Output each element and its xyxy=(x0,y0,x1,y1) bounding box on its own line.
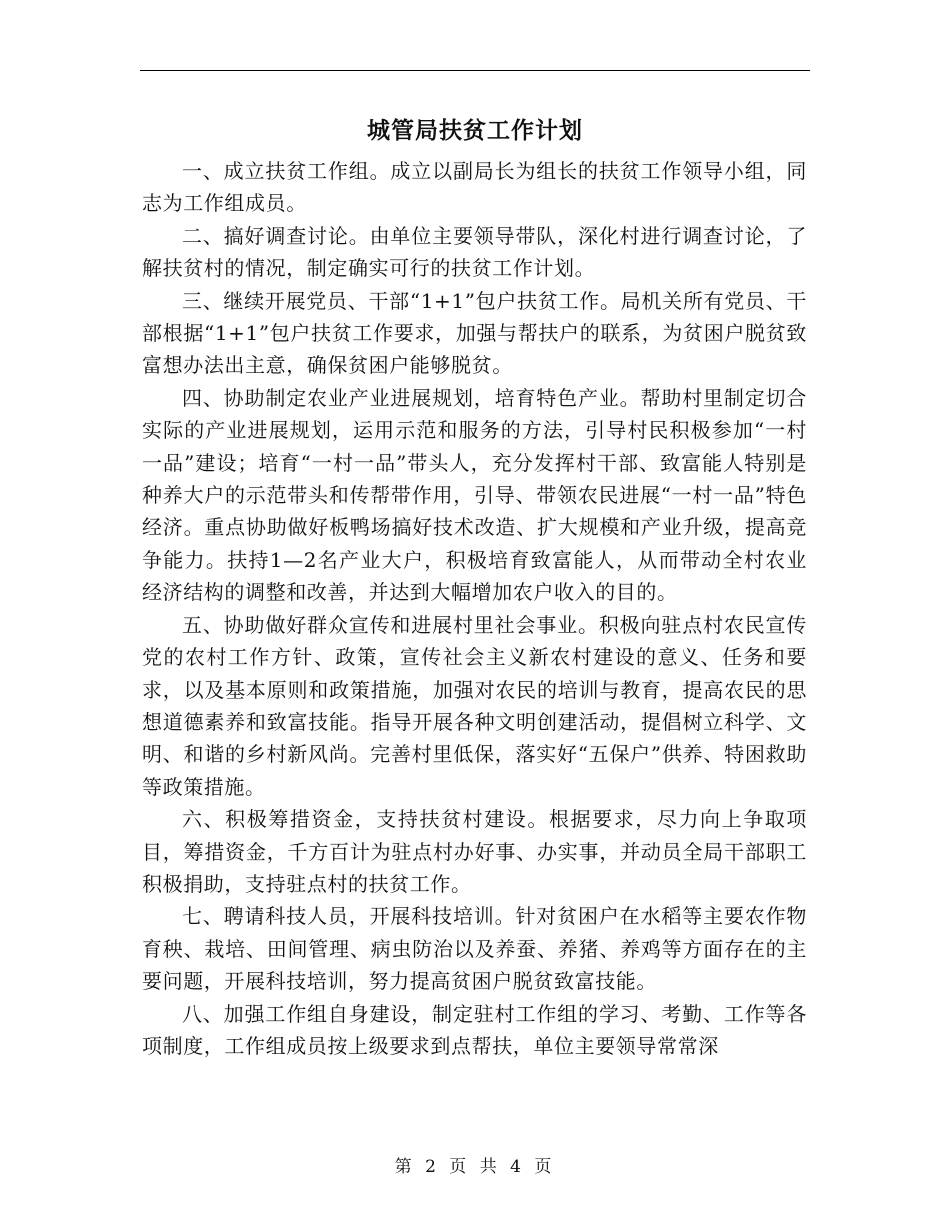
paragraph-8: 八、加强工作组自身建设，制定驻村工作组的学习、考勤、工作等各项制度，工作组成员按上级要求到点帮扶，单位主要领导常常深 xyxy=(142,1001,807,1058)
document-title: 城管局扶贫工作计划 xyxy=(367,117,583,144)
paragraph-1: 一、成立扶贫工作组。成立以副局长为组长的扶贫工作领导小组，同志为工作组成员。 xyxy=(142,159,807,216)
page-number: 第 2 页 共 4 页 xyxy=(394,1157,556,1177)
header-rule xyxy=(140,70,810,71)
paragraph-3: 三、继续开展党员、干部“1+1”包户扶贫工作。局机关所有党员、干部根据“1+1”包户扶贫工作要求，加强与帮扶户的联系，为贫困户脱贫致富想办法出主意，确保贫困户能够脱贫。 xyxy=(142,288,807,378)
paragraph-2: 二、搞好调查讨论。由单位主要领导带队，深化村进行调查讨论，了解扶贫村的情况，制定确实可行的扶贫工作计划。 xyxy=(142,223,807,281)
paragraph-6: 六、积极筹措资金，支持扶贫村建设。根据要求，尽力向上争取项目，筹措资金，千方百计为驻点村办好事、办实事，并动员全局干部职工积极捐助，支持驻点村的扶贫工作。 xyxy=(142,807,807,896)
paragraph-7: 七、聘请科技人员，开展科技培训。针对贫困户在水稻等主要农作物育秧、栽培、田间管理、病虫防治以及养蚕、养猪、养鸡等方面存在的主要问题，开展科技培训，努力提高贫困户脱贫致富技能。 xyxy=(142,904,807,994)
paragraph-4: 四、协助制定农业产业进展规划，培育特色产业。帮助村里制定切合实际的产业进展规划，运用示范和服务的方法，引导村民积极参加“一村一品”建设；培育“一村一品”带头人，充分发挥村干部、致富能人特别是种养大户的示范带头和传帮带作用，引导、带领农民进展“一村一品”特色经济。重点协助做好板鸭场搞好技术改造、扩大规模和产业升级，提高竞争能力。扶持1—2名产业大户，积极培育致富能人，从而带动全村农业经济结构的调整和改善，并达到大幅增加农户收入的目的。 xyxy=(142,385,807,605)
paragraph-5: 五、协助做好群众宣传和进展村里社会事业。积极向驻点村农民宣传党的农村工作方针、政策，宣传社会主义新农村建设的意义、任务和要求，以及基本原则和政策措施，加强对农民的培训与教育，提高农民的思想道德素养和致富技能。指导开展各种文明创建活动，提倡树立科学、文明、和谐的乡村新风尚。完善村里低保，落实好“五保户”供养、特困救助等政策措施。 xyxy=(142,612,807,799)
document-body xyxy=(142,155,807,1062)
